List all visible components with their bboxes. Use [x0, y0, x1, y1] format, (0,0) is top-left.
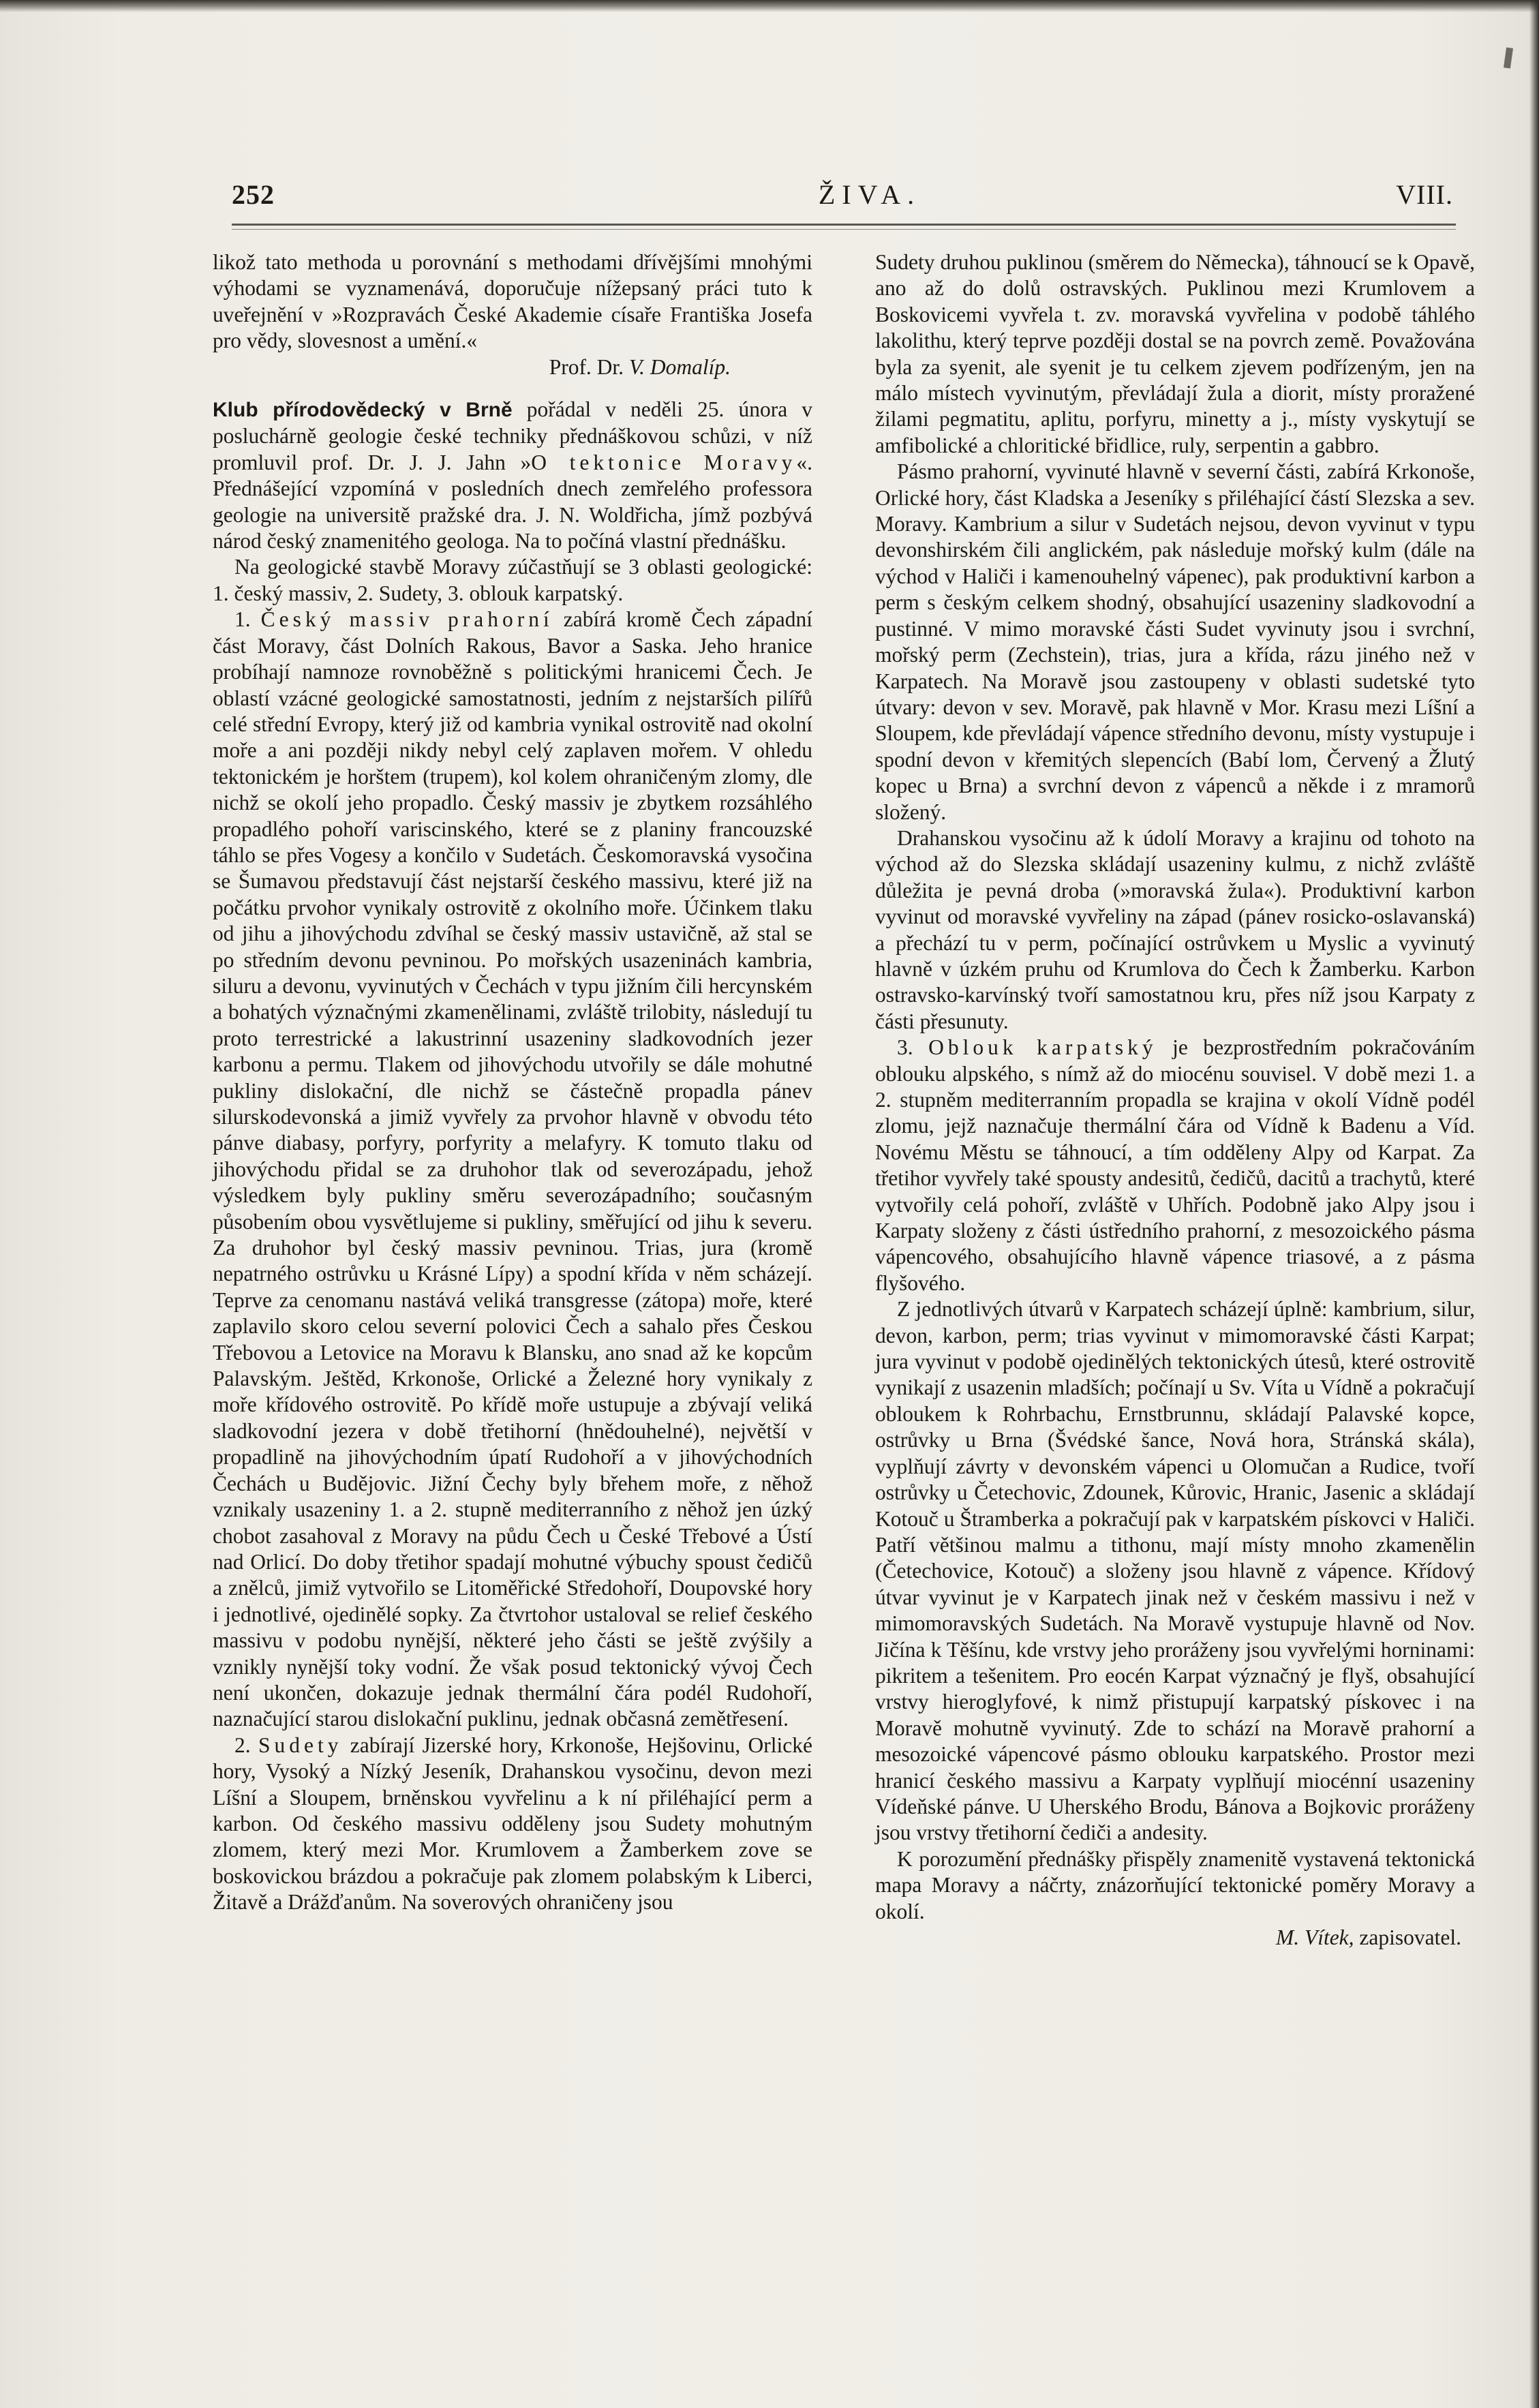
section-number: 2. [234, 1733, 258, 1757]
scan-edge-right [1529, 0, 1539, 2408]
paragraph-czech-massif [213, 607, 812, 1732]
carpathian-arc-text: je bezprostředním pokračováním oblouku alpského, s nímž až do miocénu souvisel. V době mezi 1. a 2. stupněm mediterranním propadla se krajina v okolí Vídně podél zlomu, jejž naznačuje thermální čára od Vídně k Badenu a Víd. Novému Městu se táhnoucí, a tím odděleny Alpy od Karpat. Za třetihor vyvřely také spousty andesitů, čedičů, dacitů a trachytů, které vytvořily celá pohoří, zvláště v Uhřích. Podobně jako Alpy jsou i Karpaty složeny z části ústředního prahorní, z mesozoického pásma vápencového, obsahujícího hlavně vápence triasové, a z pásma flyšového. [875, 1035, 1476, 1295]
journal-title: ŽIVA. [818, 179, 921, 210]
sudety-text: zabírají Jizerské hory, Krkonoše, Hejšovinu, Orlické hory, Vysoký a Nízký Jeseník, Drahanskou vysočinu, devon mezi Líšní a Sloupem, brněnskou vyvřelinu a k ní přiléhající perm a karbon. Od českého massivu odděleny jsou Sudety mohutným zlomem, který mezi Mor. Krumlovem a Žamberkem zove se boskovickou brázdou a pokračuje pak zlomem polabským k Liberci, Žitavě a Drážďanům. Na soverových ohraničeny jsou [213, 1733, 813, 1915]
paragraph-sudety-continued: Sudety druhou puklinou (směrem do Německa), táhnoucí se k Opavě, ano až do dolů ostravských. Puklinou mezi Krumlovem a Boskovicemi vyvřela t. zv. moravská vyvřelina v podobě táhlého lakolithu, který teprve později dostal se na povrch země. Považována byla za syenit, ale syenit je tu celkem zjevem podřízeným, jen na málo místech vyvinutým, převládají žula a diorit, místy proražené žilami pegmatitu, aplitu, porfyru, minetty a j., místy vyskytují se amfibolické a chloritické břidlice, ruly, serpentin a gabbro. [875, 250, 1475, 457]
running-header [232, 179, 1453, 219]
section-gap [213, 380, 812, 397]
club-report-text: pořádal v neděli 25. února v posluchárně geologie české techniky přednáškovou schůzi, v níž promluvil prof. Dr. J. J. Jahn » [213, 397, 813, 474]
signature-vitek-name: M. Vítek, [1275, 1925, 1354, 1949]
header-rule-thin [232, 229, 1456, 230]
lecture-title: O tektonice Moravy [531, 450, 797, 474]
club-report-end: «. Přednášející vzpomíná v posledních dnech zemřelého professora geologie na universitě pražské dra. J. N. Woldřicha, jímž pozbývá národ český znamenitého geologa. Na to počíná vlastní přednášku. [213, 450, 812, 553]
page-number: 252 [232, 179, 275, 210]
left-column [213, 249, 812, 1916]
scan-edge-top [0, 0, 1539, 12]
club-heading: Klub přírodovědecký v Brně [213, 399, 513, 422]
signature-prefix: Prof. Dr. [549, 354, 624, 379]
section-heading-sudety: Sudety [258, 1733, 343, 1757]
scan-mark [1504, 47, 1513, 68]
paragraph-prahorni-pasmo: Pásmo prahorní, vyvinuté hlavně v severní části, zabírá Krkonoše, Orlické hory, část Kladska a Jeseníky s přiléhající částí Slezska a sev. Moravy. Kambrium a silur v Sudetách nejsou, devon vyvinut v typu devonshirském čili anglickém, pak následuje mořský kulm (dále na východ v Haliči i kamenouhelný vápenec), pak produktivní karbon a perm s českým celkem shodný, obsahující usazeniny sladkovodní a pustinné. V mimo moravské části Sudet vyvinuty jsou i svrchní, mořský perm (Zechstein), trias, jura a křída, rázu jiného než v Karpatech. Na Moravě jsou zastoupeny v oblasti sudetské tyto útvary: devon v sev. Moravě, pak hlavně v Mor. Krasu mezi Líšní a Sloupem, kde převládají vápence středního devonu, místy vystupuje i spodní devon v křemitých slepencích (Babí lom, Červený a Žlutý kopec u Brna) a svrchní devon z vápenců a někde i z mramorů složený. [875, 459, 1475, 824]
signature-vitek [875, 1925, 1475, 1951]
czech-massif-text: zabírá kromě Čech západní část Moravy, část Dolních Rakous, Bavor a Saska. Jeho hranice probíhají namnoze rovnoběžně s politickými hranicemi Čech. Je oblastí vzácné geologické samostatnosti, jedním z nejstarších pilířů celé střední Evropy, který již od kambria vynikal ostrovitě nad okolní moře a ani později nikdy nebyl celý zaplaven mořem. V ohledu tektonickém je horštem (trupem), kol kolem ohraničeným zlomy, dle nichž se okolí jeho propadlo. Český massiv je zbytkem rozsáhlého propadlého pohoří variscinského, které se z planiny francouzské táhlo se přes Vogesy a končilo v Sudetách. Českomoravská vysočina se Šumavou představují část nejstarší českého massivu, které již na počátku prvohor vynikaly ostrovitě z okolního moře. Účinkem tlaku od jihu a jihovýchodu zdvíhal se český massiv ustavičně, až stal se po středním devonu pevninou. Po mořských usazeninách kambria, siluru a devonu, vyvinutých v Čechách v typu jižním čili hercynském a bohatých význačnými zkamenělinami, zvláště trilobity, následují tu proto terrestrické a lakustrinní usazeniny sladkovodních jezer karbonu a permu. Tlakem od jihovýchodu utvořily se dále mohutné pukliny dislokační, dle nichž se částečně propadla pánev silurskodevonská a jimiž vyvřely za prvohor hlavně v obvodu této pánve diabasy, porfyry, porfyrity a melafyry. K tomuto tlaku od jihovýchodu přidal se za druhohor tlak od severozápadu, jehož výsledkem byly pukliny směru severozápadního; současným působením obou vysvětlujeme si pukliny, směřující od jihu k severu. Za druhohor byl český massiv pevninou. Trias, jura (kromě nepatrného ostrůvku u Krásné Lípy) a spodní křída v něm scházejí. Teprve za cenomanu nastává veliká transgresse (zátopa) moře, které zaplavilo skoro celou severní polovici Čech a sahalo přes Českou Třebovou a Letovice na Moravu k Blansku, ano snad až ke kopcům Palavským. Ještěd, Krkonoše, Orlické a Železné hory vynikaly z moře křídového ostrovitě. Po křídě moře ustupuje a zbývají veliká sladkovodní jezera v době třetihorní (hnědouhelné), největší v propadlině na jihovýchodním úpatí Rudohoří a v jihovýchodních Čechách u Budějovic. Jižní Čechy byly břehem moře, z něhož vznikaly usazeniny 1. a 2. stupně mediterranního z něhož jen úzký chobot zasahoval z Moravy na půdu Čech u České Třebové a Ústí nad Orlicí. Do doby třetihor spadají mohutné výbuchy spoust čedičů a znělců, jimiž vytvořilo se Litoměřické Středohoří, Doupovské hory i jednotlivé, ojedinělé sopky. Za čtvrtohor ustaloval se relief českého massivu v podobu nynější, některé jeho části se ještě zvýšily a vznikly nynější toky vodní. Že však posud tektonický vývoj Čech není ukončen, dokazuje jednak thermální čára podél Rudohoří, naznačující starou dislokační puklinu, jednak občasná zemětřesení. [213, 607, 812, 1731]
section-number: 1. [234, 607, 261, 632]
paragraph-methodology: likož tato methoda u porovnání s methodami dřívějšími mnohými výhodami se vyznamenává, doporučuje nížepsaný práci tuto k uveřejnění v »Rozpravách České Akademie císaře Františka Josefa pro vědy, slovesnost a umění.« [213, 250, 812, 353]
volume-number: VIII. [1396, 179, 1453, 210]
right-column [875, 249, 1475, 1951]
paragraph-club-report [213, 397, 812, 554]
signature-vitek-role: zapisovatel. [1359, 1925, 1461, 1949]
paragraph-three-regions: Na geologické stavbě Moravy zúčastňují se 3 oblasti geologické: 1. český massiv, 2. Sudety, 3. oblouk karpatský. [213, 555, 812, 605]
paragraph-carpathian-arc [875, 1035, 1475, 1296]
signature-domalip [213, 354, 812, 380]
section-heading-carpathian-arc: Oblouk karpatský [928, 1035, 1157, 1060]
section-heading-czech-massif: Český massiv prahorní [260, 607, 553, 632]
signature-author: V. Domalíp. [628, 354, 731, 379]
paragraph-closing: K porozumění přednášky přispěly znamenitě vystavená tektonická mapa Moravy a náčrty, znázorňující tektonické poměry Moravy a okolí. [875, 1846, 1475, 1923]
section-number: 3. [897, 1035, 929, 1060]
header-rule [232, 224, 1456, 226]
paragraph-sudety [213, 1733, 812, 1916]
paragraph-drahanska: Drahanskou vysočinu až k údolí Moravy a krajinu od tohoto na východ až do Slezska skládají usazeniny kulmu, z nichž zvláště důležita je pevná droba (»moravská žula«). Produktivní karbon vyvinut od moravské vyvřeliny na západ (pánev rosicko-oslavanská) a přechází tu v perm, počínající ostrůvkem u Myslic a vyvinutý hlavně v úzkém pruhu od Krumlova do Čech k Žamberku. Karbon ostravsko-karvínský tvoří samostatnou kru, přes níž jsou Karpaty z části přesunuty. [875, 825, 1475, 1033]
paragraph-carpathian-formations: Z jednotlivých útvarů v Karpatech scházejí úplně: kambrium, silur, devon, karbon, perm; trias vyvinut v mimomoravské části Karpat; jura vyvinut v podobě ojedinělých tektonických útesů, které ostrovitě vynikají z usazenin mladších; počínají u Sv. Víta u Vídně a pokračují obloukem k Rohrbachu, Ernstbrunnu, skládají Palavské kopce, ostrůvky u Brna (Švédské šance, Nová hora, Stránská skála), vyplňují závrty v devonském vápenci u Olomučan a Rudice, tvoří ostrůvky u Četechovic, Zdounek, Kůrovic, Hranic, Jasenic a skládají Kotouč u Štramberka a pokračují pak v karpatském pískovci v Haliči. Patří většinou malmu a tithonu, mají místy mnoho zkamenělin (Četechovice, Kotouč) a složeny jsou hlavně z vápence. Křídový útvar vyvinut je v Karpatech jinak než v českém massivu i než v mimomoravských Sudetách. Na Moravě vystupuje hlavně od Nov. Jičína k Těšínu, kde vrstvy jeho proráženy jsou vyvřelými horninami: pikritem a tešenitem. Pro eocén Karpat význačný je flyš, obsahující vrstvy hieroglyfové, k nimž přistupují karpatský pískovec i na Moravě mohutně vyvinutý. Zde to schází na Moravě prahorní a mesozoické vápencové pásmo oblouku karpatského. Prostor mezi hranicí českého massivu a Karpaty vyplňují miocénní usazeniny Vídeňské pánve. U Uherského Brodu, Bánova a Bojkovic proráženy jsou vrstvy třetihorní čediči a andesity. [875, 1297, 1475, 1845]
